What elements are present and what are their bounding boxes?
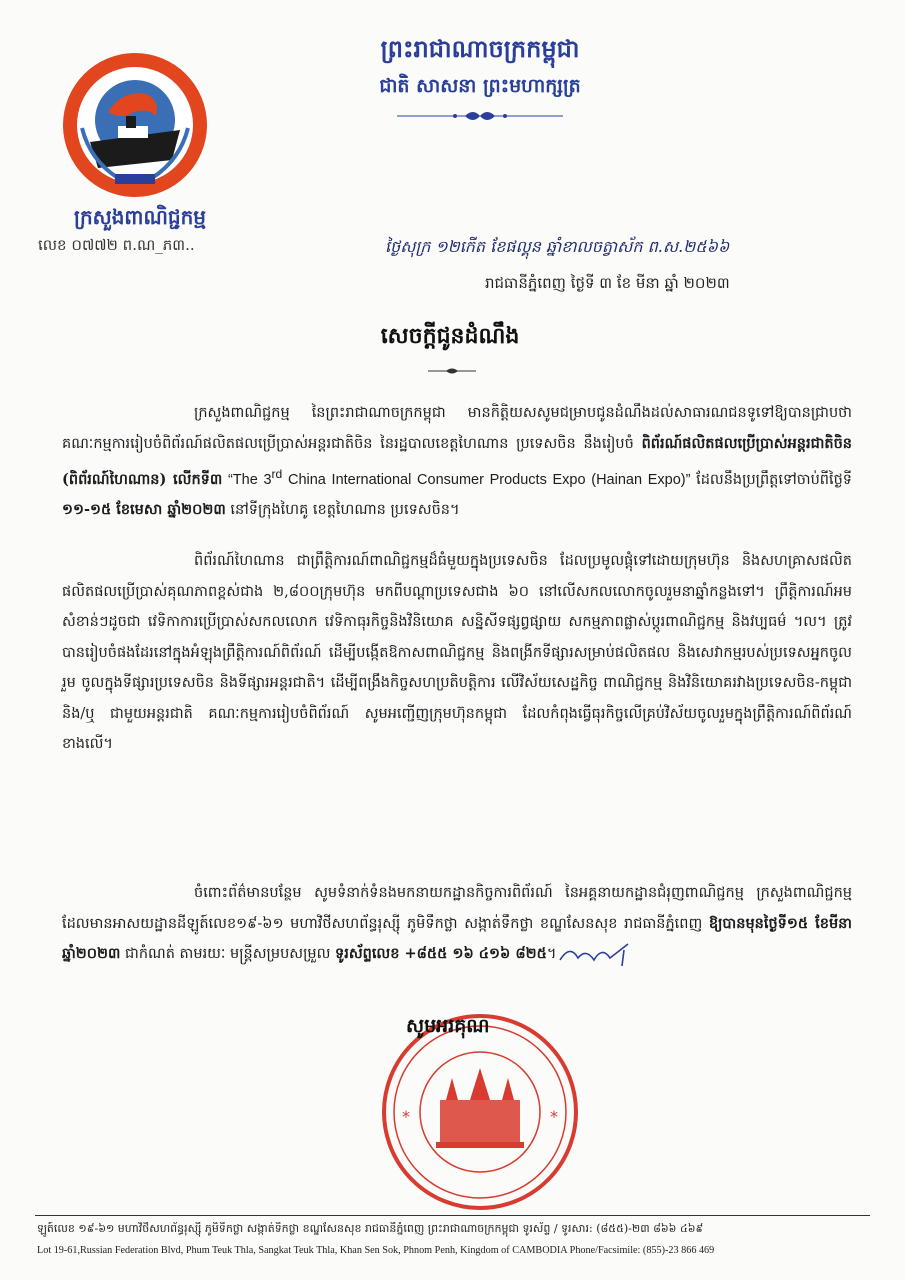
footer-address-khmer: ឡូត៍លេខ ១៩-៦១ មហាវិថីសហព័ន្ធរុស្ស៊ី ភូមិទឹកថ្លា សង្កាត់ទឹកថ្លា ខណ្ឌសែនសុខ រាជធានីភ្នំពេញ ព្រះរាជាណាចក្រកម្ពុជា ទូរស័ព្ទ / ទូរសារ: (៨៥៥)-២៣ ៨៦៦ ៤៦៩ <box>37 1222 704 1235</box>
closing-text: សូមអរគុណ <box>406 1015 490 1037</box>
solar-date: រាជធានីភ្នំពេញ ថ្ងៃទី ៣ ខែ មីនា ឆ្នាំ ២០២៣ <box>485 274 730 292</box>
national-motto: ជាតិ សាសនា ព្រះមហាក្សត្រ <box>379 75 581 97</box>
flourish-ornament <box>395 108 565 124</box>
p1-expo-dates: ១១-១៥ ខែមេសា ឆ្នាំ២០២៣ <box>62 501 226 519</box>
p3-text-a: ចំពោះព័ត៌មានបន្ថែម សូមទំនាក់ទំនងមកនាយកដ្ឋានកិច្ចការពិព័រណ៍ នៃអគ្គនាយកដ្ឋានជំរុញពាណិជ្ជកម្ម ក្រសួងពាណិជ្ជកម្ម ដែលមានអាសយដ្ឋានដីឡូត៍លេខ១៩-៦១ មហាវិថីសហព័ន្ធរុស្ស៊ី ភូមិទឹកថ្លា សង្កាត់ទឹកថ្លា ខណ្ឌសែនសុខ រាជធានីភ្នំពេញ <box>62 885 852 932</box>
p1-text-d: China International Consumer Products Expo (Hainan Expo)” ដែលនឹងប្រព្រឹត្តទៅចាប់ពីថ្ងៃទី <box>282 471 853 488</box>
p3-text-c: ជាកំណត់ តាមរយៈ មន្ត្រីសម្របសម្រួល <box>120 946 336 962</box>
reference-number: លេខ ០៧៧២ ព.ណ_ភ៣.. <box>38 236 195 254</box>
p3-deadline: ឱ្យបានមុនថ្ងៃទី១៥ ខែមីនា ឆ្នាំ២០២៣ <box>62 914 852 962</box>
footer-address-english: Lot 19-61,Russian Federation Blvd, Phum Teuk Thla, Sangkat Teuk Thla, Khan Sen Sok, Phnom Penh, Kingdom of CAMBODIA Phone/Facsimile: (855)-23 866 469 <box>37 1245 715 1256</box>
paragraph-1 <box>62 398 852 526</box>
p3-text-e: ។ <box>546 946 557 962</box>
paragraph-2: ពិព័រណ៍ហៃណាន ជាព្រឹត្តិការណ៍ពាណិជ្ជកម្មដ៏ធំមួយក្នុងប្រទេសចិន ដែលប្រមូលផ្តុំទៅដោយក្រុមហ៊ុន និងសហគ្រាសផលិតផលិតផលប្រើប្រាស់គុណភាពខ្ពស់ជាង ២,៨០០ក្រុមហ៊ុន មកពីបណ្តាប្រទេសជាង ៦០ នៅលើសកលលោកចូលរួមនាឆ្នាំកន្លងទៅ។ ព្រឹត្តិការណ៍អមសំខាន់ៗដូចជា វេទិកាការប្រើប្រាស់សកលលោក វេទិកាធុរកិច្ចនិងវិនិយោគ សន្និសីទផ្សព្វផ្សាយ សកម្មភាពផ្លាស់ប្តូរពាណិជ្ជកម្ម និងវប្បធម៌ ។ល។ ត្រូវបានរៀបចំផងដែរនៅក្នុងអំឡុងព្រឹត្តិការណ៍ពិព័រណ៍ ដើម្បីបង្កើតឱកាសពាណិជ្ជកម្ម និងពង្រីកទីផ្សារសម្រាប់ផលិតផល និងសេវាកម្មរបស់ប្រទេសអ្នកចូលរួម ចូលក្នុងទីផ្សារប្រទេសចិន និងទីផ្សារអន្តរជាតិ។ ដើម្បីពង្រឹងកិច្ចសហប្រតិបត្តិការ លើវិស័យសេដ្ឋកិច្ច ពាណិជ្ជកម្ម និងវិនិយោគរវាងប្រទេសចិន-កម្ពុជា និង/ឬ ជាមួយអន្តរជាតិ គណៈកម្មការរៀបចំពិព័រណ៍ សូមអញ្ជើញក្រុមហ៊ុនកម្ពុជា ដែលកំពុងធ្វើធុរកិច្ចលើគ្រប់វិស័យចូលរួមក្នុងព្រឹត្តិការណ៍ពិព័រណ៍ខាងលើ។ <box>62 553 852 752</box>
p3-phone: ទូរស័ព្ទលេខ +៨៥៥ ១៦ ៤១៦ ៨២៥ <box>335 945 547 962</box>
svg-text:*: * <box>402 1107 410 1126</box>
p1-superscript: rd <box>271 467 283 481</box>
p1-text-a: ក្រសួងពាណិជ្ជកម្ម នៃព្រះរាជាណាចក្រកម្ពុជា មានកិត្តិយសសូមជម្រាបជូនដំណឹងដល់សាធារណជនទូទៅឱ្យបានជ្រាបថា គណៈកម្មការរៀបចំពិព័រណ៍ផលិតផលប្រើប្រាស់អន្តរជាតិចិន នៃរដ្ឋបាលខេត្តហៃណាន ប្រទេសចិន នឹងរៀបចំ <box>62 405 852 452</box>
p1-text-f: នៅទីក្រុងហៃគូ ខេត្តហៃណាន ប្រទេសចិន។ <box>225 502 460 519</box>
p1-text-c: “The 3 <box>222 471 272 488</box>
kingdom-heading: ព្រះរាជាណាចក្រកម្ពុជា <box>380 34 580 63</box>
title-ornament <box>426 366 478 376</box>
p1-expo-name: ពិព័រណ៍ផលិតផលប្រើប្រាស់អន្តរជាតិចិន (ពិព័រណ៍ហៃណាន) លើកទី៣ <box>62 434 852 488</box>
official-seal-icon <box>380 1012 580 1212</box>
ministry-logo-icon <box>60 50 210 200</box>
footer-divider <box>35 1215 870 1216</box>
paragraph-3 <box>62 878 852 970</box>
svg-text:*: * <box>550 1107 558 1126</box>
notice-title: សេចក្ដីជូនដំណឹង <box>380 323 520 349</box>
handwritten-initial-icon <box>556 940 636 968</box>
ministry-name: ក្រសួងពាណិជ្ជកម្ម <box>74 205 206 229</box>
lunar-date: ថ្ងៃសុក្រ ១២កើត ខែផល្គុន ឆ្នាំខាលចត្វាស័ក ព.ស.២៥៦៦ <box>385 237 730 256</box>
